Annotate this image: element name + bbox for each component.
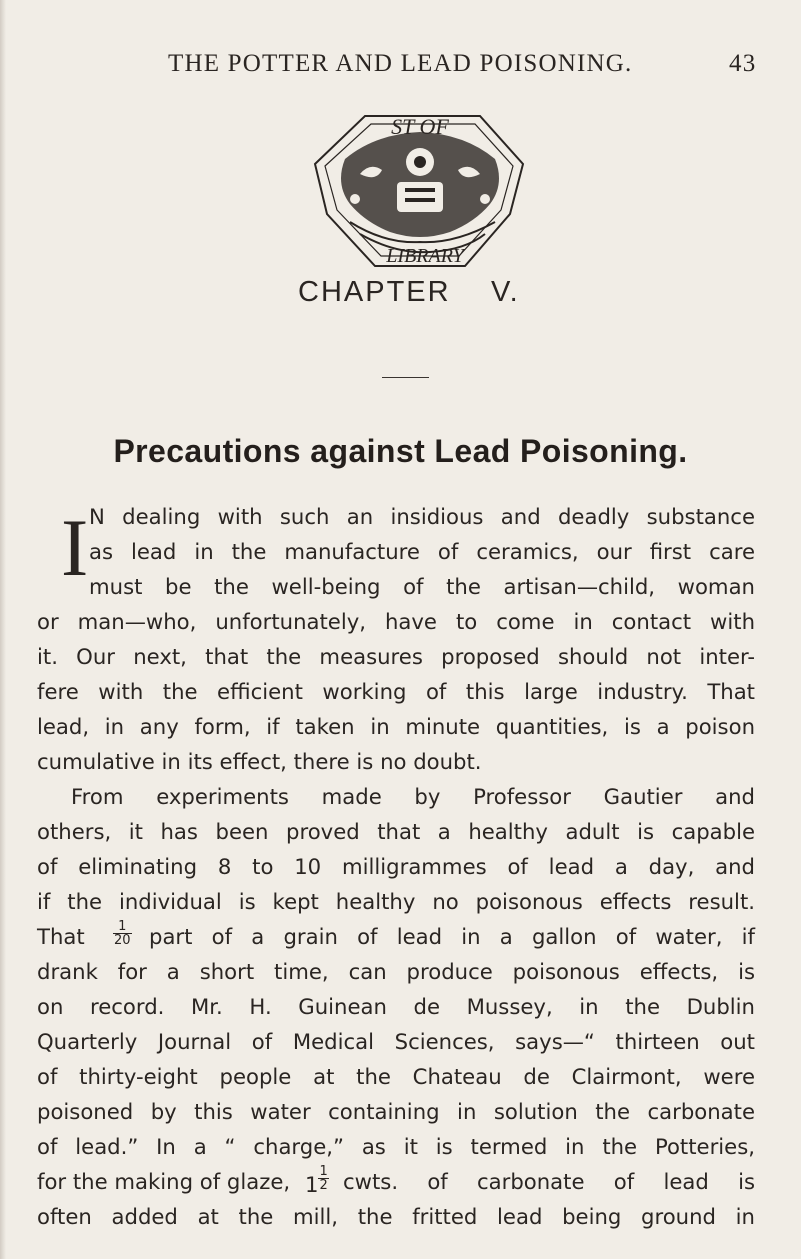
fraction-numerator: 1: [319, 1164, 328, 1179]
text-line: often added at the mill, the fritted lead being ground in: [37, 1204, 755, 1229]
text-line: From experiments made by Professor Gautier and: [71, 784, 755, 809]
text-line: must be the well-being of the artisan—child, woman: [89, 574, 755, 599]
section-title: Precautions against Lead Poisoning.: [113, 433, 688, 469]
text-line: Quarterly Journal of Medical Sciences, says—“ thirteen out: [37, 1029, 755, 1054]
text-line: others, it has been proved that a healthy adult is capable: [37, 819, 755, 844]
heraldic-crest-icon: [305, 104, 535, 274]
mixed-whole: 1: [305, 1172, 319, 1197]
text-line: on record. Mr. H. Guinean de Mussey, in the Dublin: [37, 994, 755, 1019]
text-line: N dealing with such an insidious and deadly substance: [89, 504, 755, 529]
svg-text:LIBRARY: LIBRARY: [386, 245, 464, 267]
page-edge-shadow: [0, 0, 6, 1259]
fraction-numerator: 1: [113, 920, 132, 934]
drop-cap: I: [61, 502, 89, 593]
running-title: THE POTTER AND LEAD POISONING.: [168, 50, 633, 77]
text-line: fere with the efficient working of this large industry. That: [37, 679, 755, 704]
text-line: for the making of glaze,: [37, 1169, 291, 1194]
text-line: part of a grain of lead in a gallon of water, if: [149, 924, 755, 949]
text-line: of thirty-eight people at the Chateau de Clairmont, were: [37, 1064, 755, 1089]
text-line: cumulative in its effect, there is no doubt.: [37, 749, 482, 774]
text-line: if the individual is kept healthy no poisonous effects result.: [37, 889, 755, 914]
divider-rule: [382, 377, 429, 378]
text-line: of eliminating 8 to 10 milligrammes of lead a day, and: [37, 854, 755, 879]
text-line: or man—who, unfortunately, have to come in contact with: [37, 609, 755, 634]
text-line: cwts. of carbonate of lead is: [343, 1169, 755, 1194]
text-line: drank for a short time, can produce poisonous effects, is: [37, 959, 755, 984]
chapter-number: V.: [491, 276, 520, 308]
page-number: 43: [729, 50, 757, 77]
text-line: it. Our next, that the measures proposed should not inter-: [37, 644, 755, 669]
text-line: lead, in any form, if taken in minute quantities, is a poison: [37, 714, 755, 739]
svg-text:ST OF: ST OF: [391, 114, 449, 139]
fraction-denominator: 20: [114, 933, 131, 948]
chapter-word: CHAPTER: [298, 276, 451, 308]
mixed-number: [305, 1165, 329, 1199]
fraction-denominator: 2: [319, 1178, 328, 1193]
text-line: of lead.” In a “ charge,” as it is termed in the Potteries,: [37, 1134, 755, 1159]
text-line: That: [37, 924, 85, 949]
fraction-one-half: [318, 1165, 328, 1192]
running-header: [0, 50, 801, 84]
text-line: poisoned by this water containing in solution the carbonate: [37, 1099, 755, 1124]
text-line: as lead in the manufacture of ceramics, our first care: [89, 539, 755, 564]
fraction-one-twentieth: [113, 920, 132, 947]
